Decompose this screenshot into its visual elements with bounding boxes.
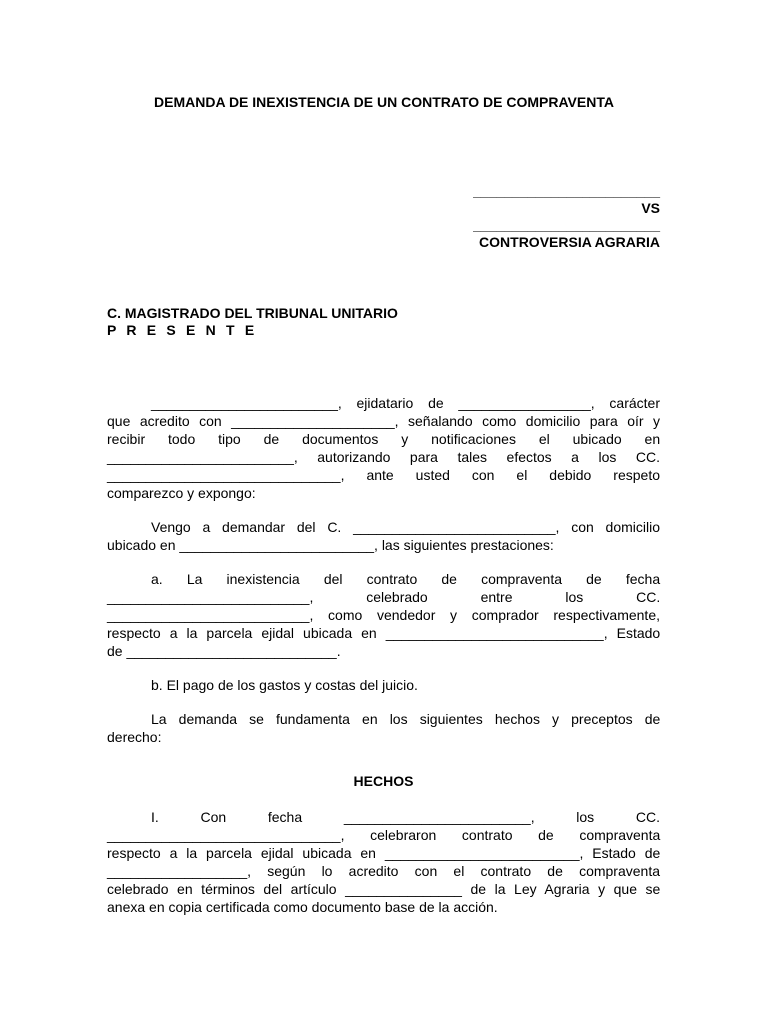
demand-line-1: Vengo a demandar del C. __________________________, con domicilio	[151, 519, 660, 535]
presente-line: P R E S E N T E	[107, 322, 258, 338]
intro-line-4: ________________________, autorizando para tales efectos a los CC.	[107, 449, 660, 465]
fact-1-line-3: respecto a la parcela ejidal ubicada en _________________________, Estado de	[107, 845, 661, 861]
grounds-line-2: derecho:	[107, 729, 162, 745]
grounds-paragraph	[107, 710, 660, 746]
versus-label: VS	[641, 200, 660, 216]
intro-paragraph	[107, 394, 660, 502]
fact-1-line-2: ______________________________, celebraron contrato de compraventa	[107, 827, 661, 843]
item-a-paragraph	[107, 570, 660, 660]
defendant-blank-line: ________________________	[473, 217, 660, 233]
demand-paragraph	[107, 518, 660, 554]
intro-line-6: comparezco y expongo:	[107, 485, 256, 501]
fact-1-line-1: I. Con fecha ________________________, los CC.	[151, 809, 660, 825]
document-title: DEMANDA DE INEXISTENCIA DE UN CONTRATO DE COMPRAVENTA	[154, 94, 614, 110]
intro-line-1: ________________________, ejidatario de _________________, carácter	[151, 395, 660, 411]
item-b-line-1: b. El pago de los gastos y costas del juicio.	[151, 677, 418, 693]
intro-line-5: ______________________________, ante usted con el debido respeto	[107, 467, 660, 483]
facts-heading: HECHOS	[353, 773, 414, 789]
item-a-line-5: de ___________________________.	[107, 643, 341, 659]
document-body	[107, 394, 660, 932]
item-b-paragraph	[107, 676, 660, 694]
item-a-line-2: __________________________, celebrado entre los CC.	[107, 589, 661, 605]
intro-line-2: que acredito con _____________________, señalando como domicilio para oír y	[107, 413, 660, 429]
demand-line-2: ubicado en _________________________, las siguientes prestaciones:	[107, 537, 554, 553]
case-type-label: CONTROVERSIA AGRARIA	[479, 234, 660, 250]
item-a-line-3: __________________________, como vendedor y comprador respectivamente,	[107, 607, 660, 623]
item-a-line-1: a. La inexistencia del contrato de compraventa de fecha	[151, 571, 661, 587]
fact-1-line-6: anexa en copia certificada como documento base de la acción.	[107, 899, 498, 915]
addressee-line: C. MAGISTRADO DEL TRIBUNAL UNITARIO	[107, 305, 398, 321]
item-a-line-4: respecto a la parcela ejidal ubicada en ____________________________, Estado	[107, 625, 661, 641]
grounds-line-1: La demanda se fundamenta en los siguientes hechos y preceptos de	[151, 711, 661, 727]
fact-1-paragraph	[107, 808, 660, 916]
fact-1-line-5: celebrado en términos del artículo _______________ de la Ley Agraria y que se	[107, 881, 661, 897]
intro-line-3: recibir todo tipo de documentos y notificaciones el ubicado en	[107, 431, 661, 447]
fact-1-line-4: __________________, según lo acredito con el contrato de compraventa	[107, 863, 660, 879]
plaintiff-blank-line: ________________________	[473, 183, 660, 199]
case-parties-block	[400, 183, 660, 251]
addressee-block	[107, 305, 398, 339]
